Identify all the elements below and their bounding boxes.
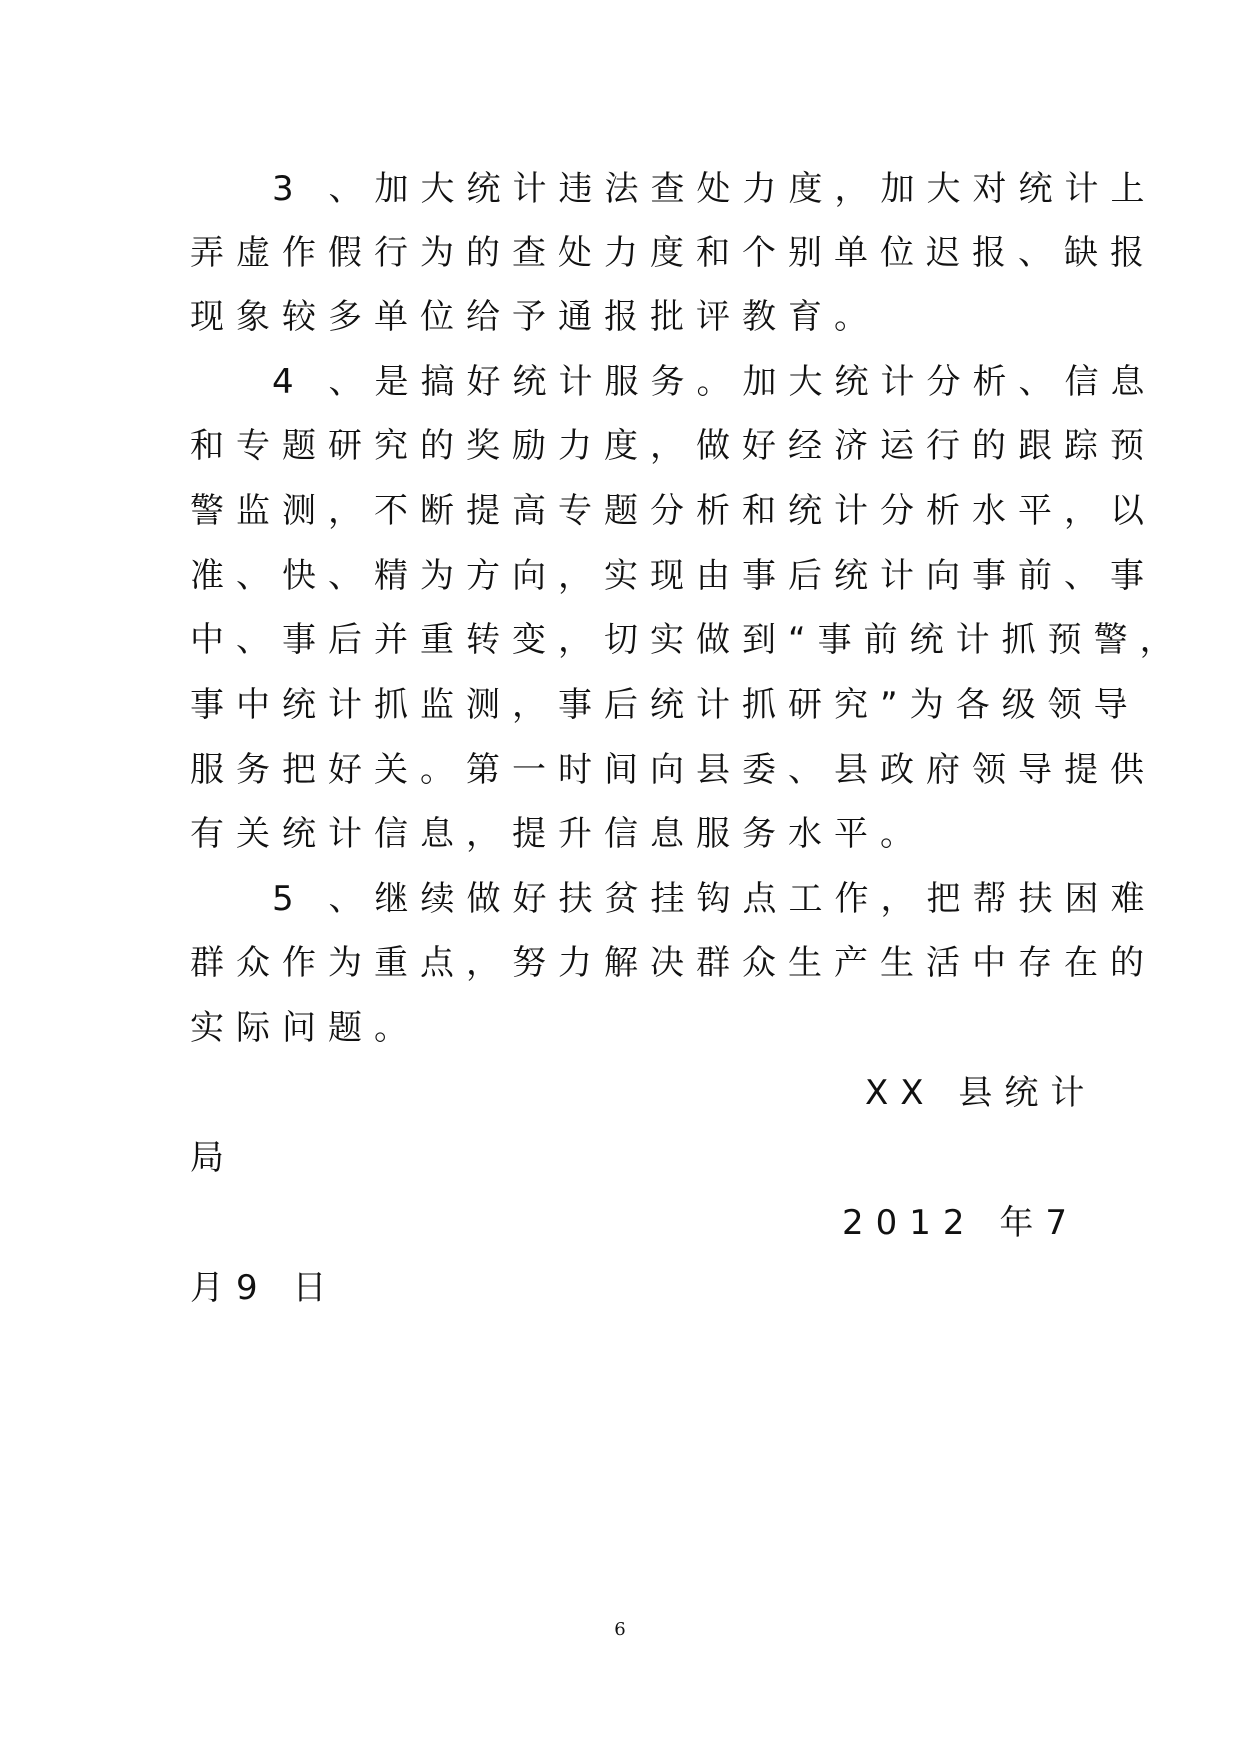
paragraph-3-line-3: 现象较多单位给予通报批评教育。 [190, 297, 880, 337]
paragraph-4-line-2: 和专题研究的奖励力度，做好经济运行的跟踪预 [190, 426, 1156, 466]
paragraph-4-line-1: 4 、是搞好统计服务。加大统计分析、信息 [272, 362, 1157, 402]
signature-date-line-1: 2012 年7 [842, 1203, 1079, 1243]
signature-org-line-1: XX 县统计 [865, 1073, 1097, 1113]
paragraph-4-line-5: 中、事后并重转变，切实做到“事前统计抓预警， [190, 620, 1186, 660]
page-number: 6 [614, 1619, 626, 1640]
paragraph-3-line-1: 3 、加大统计违法查处力度，加大对统计上 [272, 169, 1157, 209]
paragraph-4-line-6: 事中统计抓监测，事后统计抓研究”为各级领导 [190, 685, 1140, 725]
paragraph-4-line-7: 服务把好关。第一时间向县委、县政府领导提供 [190, 750, 1156, 790]
paragraph-4-line-8: 有关统计信息，提升信息服务水平。 [190, 814, 926, 854]
paragraph-4-line-3: 警监测，不断提高专题分析和统计分析水平，以 [190, 491, 1156, 531]
paragraph-3-line-2: 弄虚作假行为的查处力度和个别单位迟报、缺报 [190, 233, 1156, 273]
paragraph-5-line-2: 群众作为重点，努力解决群众生产生活中存在的 [190, 943, 1156, 983]
paragraph-5-line-1: 5 、继续做好扶贫挂钩点工作，把帮扶困难 [272, 879, 1157, 919]
signature-date-line-2: 月9 日 [190, 1268, 339, 1308]
signature-org-line-2: 局 [190, 1138, 236, 1178]
paragraph-5-line-3: 实际问题。 [190, 1008, 420, 1048]
paragraph-4-line-4: 准、快、精为方向，实现由事后统计向事前、事 [190, 556, 1156, 596]
